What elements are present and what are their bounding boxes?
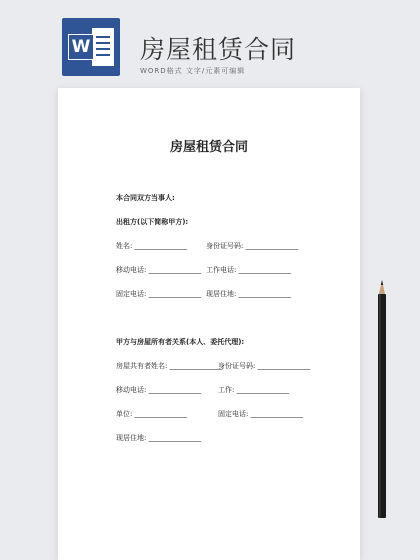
lessor-heading: 出租方(以下简称甲方): [116, 218, 189, 226]
owner-name-field: 房屋共有者姓名: _______________ [116, 362, 223, 370]
relation-heading: 甲方与房屋所有者关系(本人、委托代理): [116, 338, 245, 346]
lessor-mobile-field: 移动电话: _______________ [116, 266, 202, 274]
word-logo-icon [62, 18, 120, 76]
header-subtitle: WORD格式 文字/元素可编辑 [140, 67, 246, 75]
lessor-landline-field: 固定电话: _______________ [116, 290, 202, 298]
lessor-id-field: 身份证号码: _______________ [206, 242, 299, 250]
owner-unit-field: 单位: _______________ [116, 410, 188, 418]
lessor-address-field: 现居住地: _______________ [206, 290, 292, 298]
document-icon [92, 28, 114, 66]
lessor-work-phone-field: 工作电话: _______________ [206, 266, 292, 274]
parties-heading: 本合同双方当事人: [116, 194, 175, 202]
owner-work-field: 工作: _______________ [218, 386, 290, 394]
document-title: 房屋租赁合同 [169, 140, 248, 155]
owner-id-field: 身份证号码: _______________ [218, 362, 311, 370]
header-title: 房屋租赁合同 [140, 35, 297, 64]
word-letter-badge: W [68, 34, 94, 60]
document-page [58, 88, 360, 560]
owner-address-field: 现居住地: _______________ [116, 434, 202, 442]
owner-mobile-field: 移动电话: _______________ [116, 386, 202, 394]
lessor-name-field: 姓名: _______________ [116, 242, 188, 250]
owner-landline-field: 固定电话: _______________ [218, 410, 304, 418]
pencil-icon [376, 280, 388, 520]
